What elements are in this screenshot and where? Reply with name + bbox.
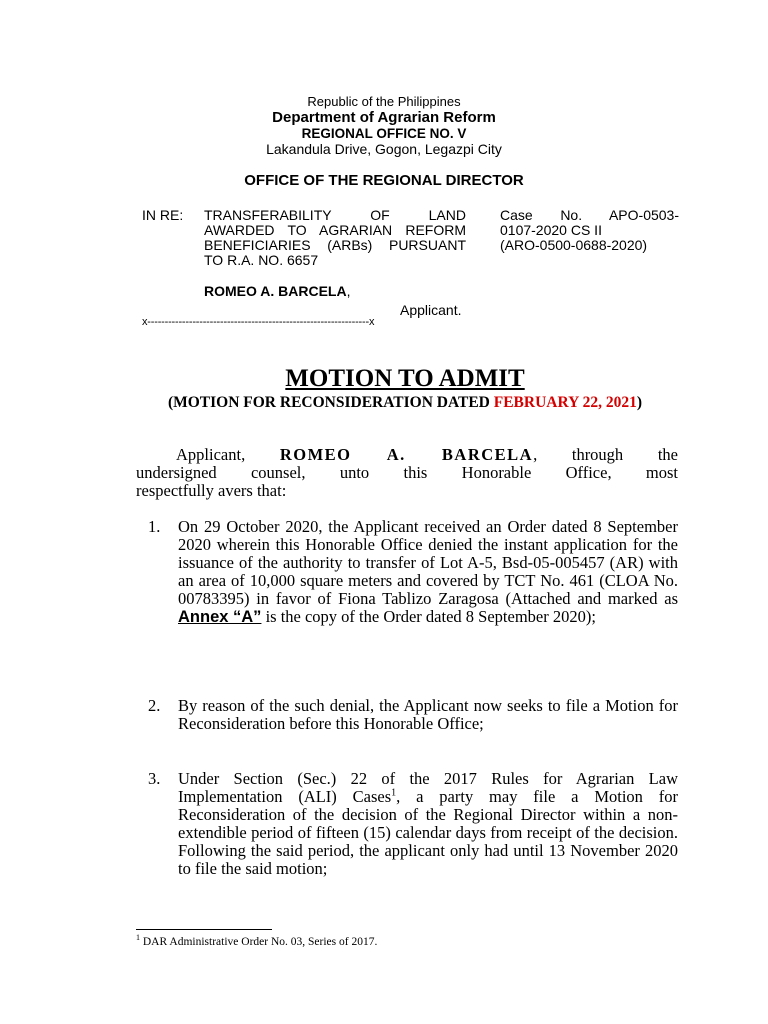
- letterhead-republic: Republic of the Philippines: [307, 94, 461, 109]
- motion-title: MOTION TO ADMIT: [285, 365, 525, 392]
- item-text-a: On 29 October 2020, the Applicant received an Order dated 8 September 2020 wherein this Honorable Office denied the instant application for the issuance of the authority to transfer of Lot A-5, Bsd-05-005457 (AR) with an area of 10,000 square meters and covered by TCT No. 461 (CLOA No. 00783395) in favor of Fiona Tablizo Zaragosa (Attached and marked as: [178, 517, 678, 608]
- in-re-title: [204, 208, 466, 268]
- in-re-line: TO R.A. NO. 6657: [204, 252, 319, 268]
- list-item-2: [148, 696, 678, 733]
- case-line: Case No. APO-0503-: [500, 207, 679, 223]
- in-re-line: TRANSFERABILITY OF LAND: [204, 207, 466, 223]
- intro-paragraph: [136, 446, 678, 500]
- letterhead-department: Department of Agrarian Reform: [272, 109, 496, 126]
- annex-a-link[interactable]: Annex “A”: [178, 608, 262, 626]
- applicant-label: Applicant.: [400, 302, 462, 318]
- intro-tail: , through the: [533, 445, 678, 464]
- in-re-line: BENEFICIARIES (ARBs) PURSUANT: [204, 237, 466, 253]
- intro-line: respectfully avers that:: [136, 481, 287, 500]
- subtitle-date: FEBRUARY 22, 2021: [493, 394, 637, 411]
- intro-applicant: Applicant,: [176, 445, 246, 464]
- item-text-b: , a party may file a Motion for Reconsideration of the decision of the Regional Director within a non-extendible period of fifteen (15) calendar days from receipt of the decision. Following the said period, the applicant only had until 13 November 2020 to file the said motion;: [178, 787, 678, 878]
- list-item-3: [148, 769, 678, 878]
- motion-subtitle: [0, 394, 768, 412]
- subtitle-suffix: ): [636, 394, 643, 411]
- list-number: 1.: [148, 517, 161, 536]
- applicant-comma: ,: [346, 283, 351, 299]
- intro-name: ROMEO A. BARCELA: [279, 445, 534, 464]
- footnote-reference[interactable]: 1: [391, 787, 397, 799]
- in-re-label: IN RE:: [142, 207, 184, 223]
- footnote-text: DAR Administrative Order No. 03, Series of 2017.: [140, 935, 378, 948]
- case-number: [500, 208, 679, 253]
- footnote-marker: 1: [136, 933, 140, 942]
- footnote-rule: [136, 929, 272, 930]
- case-line: (ARO-0500-0688-2020): [500, 237, 648, 253]
- caption-separator: x----------------------------------------------------------------x: [142, 316, 375, 328]
- list-item-1: [148, 517, 678, 626]
- list-number: 3.: [148, 769, 161, 788]
- letterhead-address: Lakandula Drive, Gogon, Legazpi City: [266, 141, 502, 157]
- applicant-name-text: ROMEO A. BARCELA: [204, 283, 347, 299]
- intro-line: undersigned counsel, unto this Honorable Office, most: [136, 463, 678, 482]
- list-item-text: By reason of the such denial, the Applicant now seeks to file a Motion for Reconsideration before this Honorable Office;: [178, 696, 678, 733]
- subtitle-prefix: (MOTION FOR RECONSIDERATION DATED: [167, 394, 494, 411]
- letterhead-regional-office: REGIONAL OFFICE NO. V: [301, 126, 467, 141]
- item-text-b: is the copy of the Order dated 8 September 2020);: [265, 607, 596, 626]
- list-number: 2.: [148, 696, 161, 715]
- list-item-text: [178, 518, 678, 626]
- case-line: 0107-2020 CS II: [500, 222, 602, 238]
- office-title: OFFICE OF THE REGIONAL DIRECTOR: [244, 172, 524, 189]
- footnote: [136, 933, 377, 948]
- intro-line: [136, 446, 678, 464]
- applicant-name: [204, 283, 350, 299]
- list-item-text: [178, 770, 678, 878]
- in-re-line: AWARDED TO AGRARIAN REFORM: [204, 222, 466, 238]
- item-text-a: Under Section (Sec.) 22 of the 2017 Rules for Agrarian Law Implementation (ALI) Cases: [178, 769, 678, 806]
